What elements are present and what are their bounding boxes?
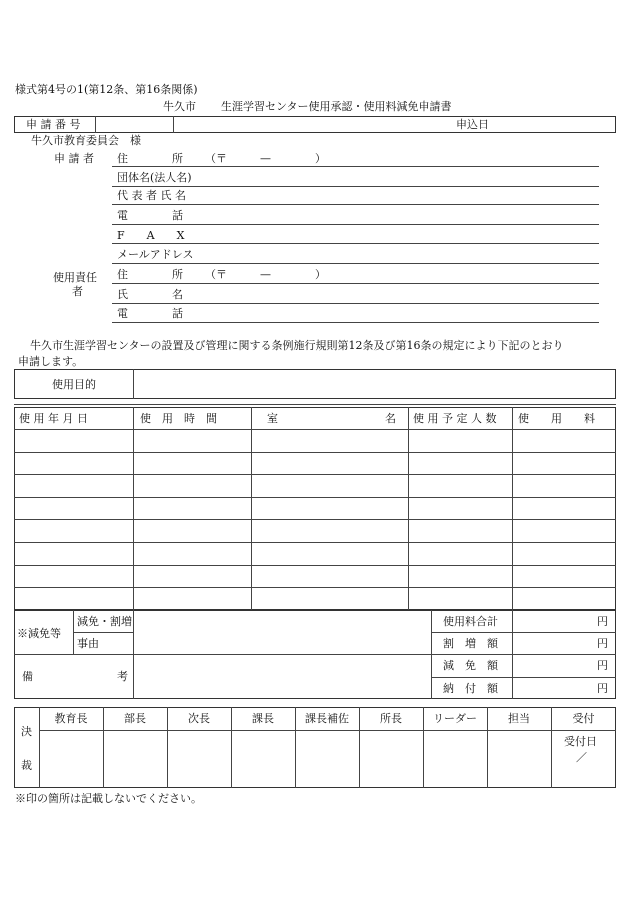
- responsible-address-label: 住 所: [117, 268, 183, 281]
- applicant-address-paren: （〒 — ）: [205, 152, 326, 165]
- statement-line-2: 申請します。: [18, 355, 84, 368]
- approval-col-header: 担当: [508, 712, 530, 725]
- col-room-header-left: 室: [267, 412, 278, 425]
- applicant-label: 申 請 者: [54, 152, 94, 165]
- received-date-label: 受付日: [564, 735, 597, 748]
- col-time-header: 使 用 時 間: [140, 412, 217, 425]
- remarks-label-right: 考: [117, 670, 128, 683]
- approval-col-header: 所長: [380, 712, 402, 725]
- approval-col-header: 次長: [188, 712, 210, 725]
- form-number: 様式第4号の1(第12条、第16条関係): [15, 83, 198, 96]
- approval-stamp-cell[interactable]: [168, 731, 230, 787]
- title-city: 牛久市: [163, 100, 196, 113]
- col-room-header-right: 名: [385, 412, 396, 425]
- footnote: ※印の箇所は記載しないでください。: [15, 792, 202, 805]
- applicant-group-label: 団体名(法人名): [117, 171, 192, 184]
- approval-stamp-cell[interactable]: [488, 731, 550, 787]
- approval-stamp-cell[interactable]: [360, 731, 422, 787]
- table-row: [14, 452, 616, 453]
- table-row: [14, 519, 616, 520]
- applicant-address-label: 住 所: [117, 152, 183, 165]
- application-date-label: 申込日: [456, 118, 489, 131]
- payment-label: 納 付 額: [443, 682, 498, 695]
- approval-label-top: 決: [21, 725, 32, 738]
- responsible-label-2: 者: [72, 285, 83, 298]
- reduction-section-label: ※減免等: [17, 627, 61, 640]
- table-row: [14, 542, 616, 543]
- reduction-reason-label: 事由: [77, 637, 99, 650]
- approval-stamp-cell[interactable]: [424, 731, 486, 787]
- statement-line-1: 牛久市生涯学習センターの設置及び管理に関する条例施行規則第12条及び第16条の規定により下記のとおり: [30, 339, 564, 352]
- approval-stamp-cell[interactable]: [296, 731, 358, 787]
- remarks-label-left: 備: [22, 670, 33, 683]
- purpose-label: 使用目的: [52, 378, 96, 391]
- responsible-address-paren: （〒 — ）: [205, 268, 326, 281]
- table-row: [14, 587, 616, 588]
- col-date-header: 使 用 年 月 日: [19, 412, 88, 425]
- table-row: [14, 565, 616, 566]
- applicant-representative-label: 代 表 者 氏 名: [117, 189, 186, 202]
- approval-stamp-cell[interactable]: [40, 731, 102, 787]
- approval-col-header: 課長: [252, 712, 274, 725]
- approval-col-header: 受付: [572, 712, 595, 725]
- applicant-fax-label: F A X: [117, 229, 185, 242]
- applicant-phone-label: 電 話: [117, 209, 183, 222]
- purpose-field[interactable]: [136, 371, 614, 397]
- application-number-field[interactable]: [97, 118, 171, 131]
- responsible-phone-label: 電 話: [117, 307, 183, 320]
- yen-unit: 円: [597, 615, 608, 628]
- table-row: [14, 497, 616, 498]
- page-title: 生涯学習センター使用承認・使用料減免申請書: [221, 100, 452, 113]
- application-number-label: 申 請 番 号: [26, 118, 81, 131]
- approval-stamp-cell[interactable]: [232, 731, 294, 787]
- approval-col-header: 教育長: [54, 712, 88, 725]
- reduction-type-label: 減免・割増: [77, 615, 132, 628]
- col-fee-header: 使 用 料: [518, 412, 595, 425]
- approval-stamp-cell[interactable]: [104, 731, 166, 787]
- yen-unit: 円: [597, 637, 608, 650]
- applicant-email-label: メールアドレス: [117, 248, 194, 261]
- responsible-name-label: 氏 名: [117, 288, 183, 301]
- col-people-header: 使 用 予 定 人 数: [413, 412, 497, 425]
- yen-unit: 円: [597, 659, 608, 672]
- approval-col-header: リーダー: [433, 712, 477, 725]
- yen-unit: 円: [597, 682, 608, 695]
- addressee: 牛久市教育委員会 様: [31, 134, 141, 147]
- approval-col-header: 部長: [124, 712, 146, 725]
- table-row: [14, 474, 616, 475]
- total-fee-label: 使用料合計: [443, 615, 498, 628]
- responsible-label: 使用責任: [53, 271, 97, 284]
- reduction-amount-label: 減 免 額: [443, 659, 498, 672]
- received-date-slash: ／: [576, 751, 587, 764]
- approval-label-bottom: 裁: [21, 759, 32, 772]
- surcharge-label: 割 増 額: [443, 637, 498, 650]
- usage-table: [14, 407, 616, 610]
- approval-col-header: 課長補佐: [305, 712, 349, 725]
